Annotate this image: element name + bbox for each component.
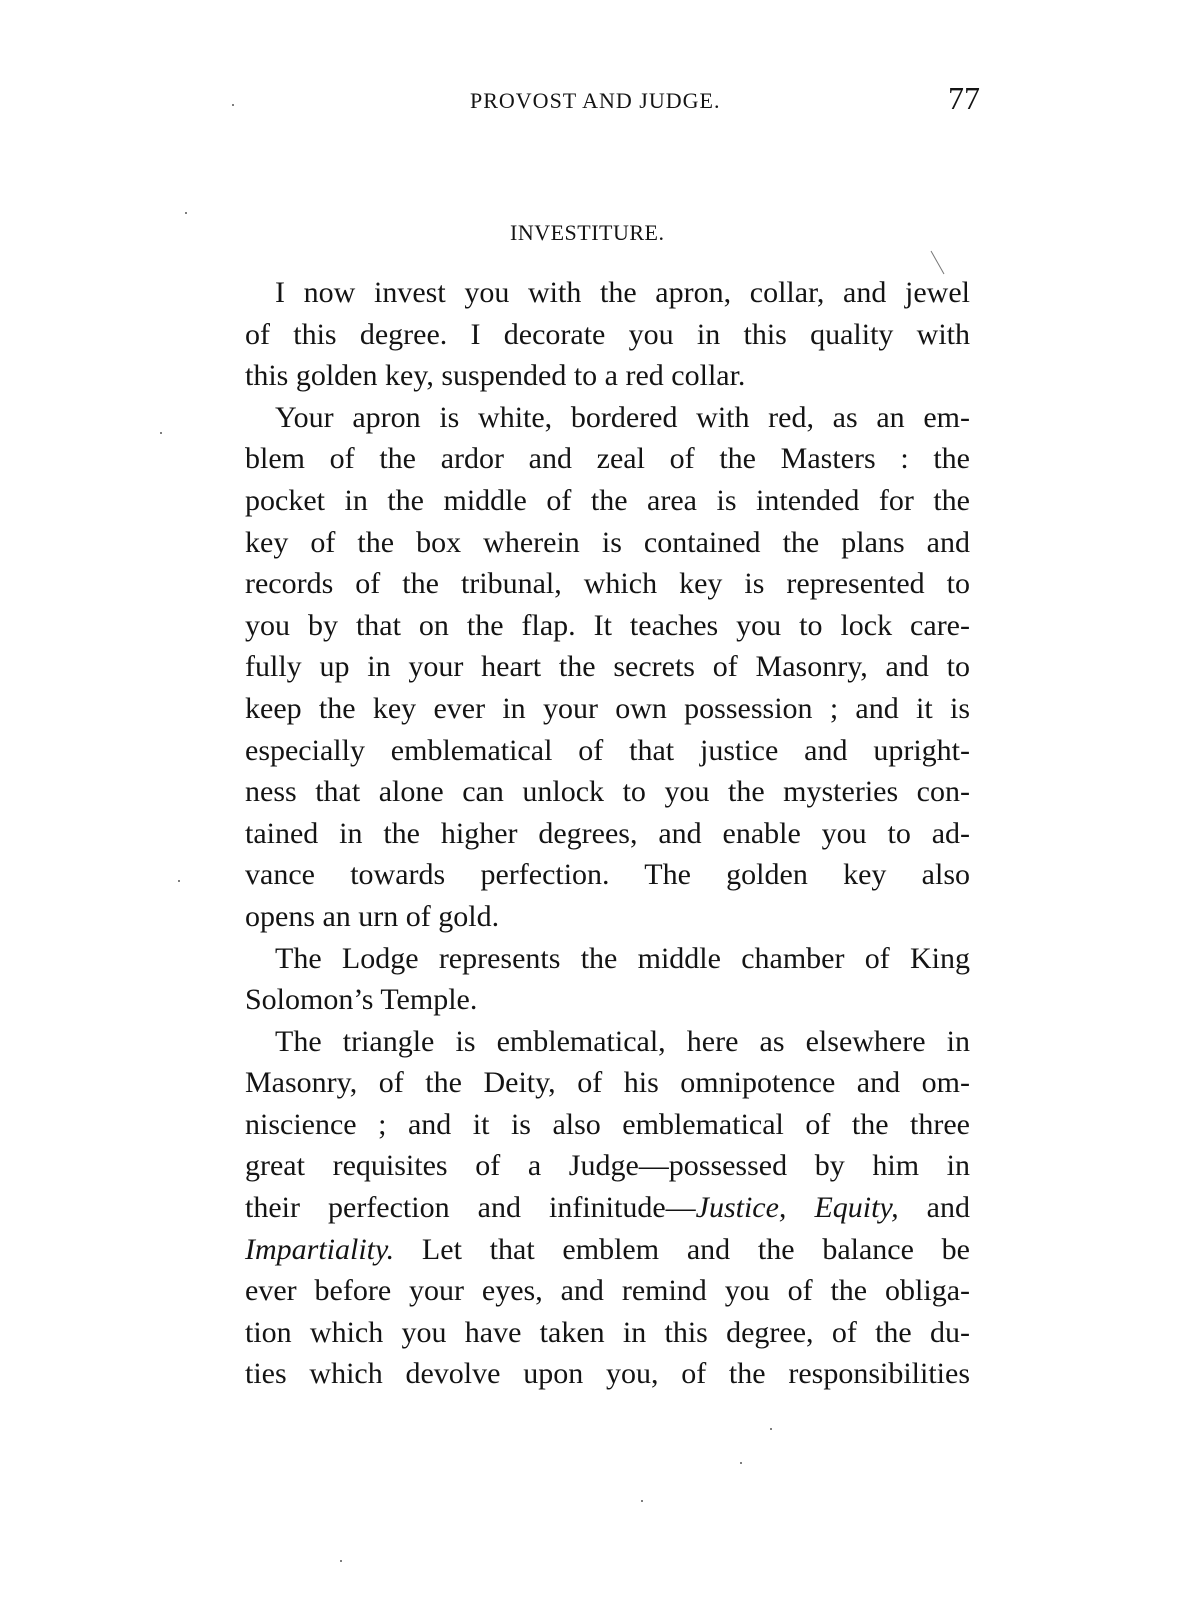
text-line xyxy=(245,563,970,605)
print-speck xyxy=(178,880,180,882)
line-text: blem of the ardor and zeal of the Masters : the xyxy=(245,442,970,476)
print-speck xyxy=(232,104,234,106)
print-speck xyxy=(740,1462,742,1464)
line-text: The triangle is emblematical, here as elsewhere in xyxy=(275,1024,970,1058)
text-line xyxy=(245,605,970,647)
line-text: ness that alone can unlock to you the mysteries con- xyxy=(245,775,970,809)
text-line xyxy=(245,1187,970,1229)
line-text: Masonry, of the Deity, of his omnipotence and om- xyxy=(245,1066,970,1100)
line-text: fully up in your heart the secrets of Masonry, and to xyxy=(245,650,970,684)
line-text: keep the key ever in your own possession ; and it is xyxy=(245,691,970,725)
line-text: ever before your eyes, and remind you of the obliga- xyxy=(245,1274,970,1308)
line-text: records of the tribunal, which key is represented to xyxy=(245,567,970,601)
text-line xyxy=(245,854,970,896)
line-text: niscience ; and it is also emblematical of the three xyxy=(245,1107,970,1141)
line-text: tion which you have taken in this degree, of the du- xyxy=(245,1315,970,1349)
running-head: PROVOST AND JUDGE. xyxy=(470,88,721,113)
text-line xyxy=(245,1021,970,1063)
text-line xyxy=(245,522,970,564)
text-line xyxy=(245,688,970,730)
body-text xyxy=(245,272,970,1395)
text-line xyxy=(245,896,970,938)
line-text: Solomon’s Temple. xyxy=(245,983,478,1017)
text-line xyxy=(245,730,970,772)
text-line xyxy=(245,355,970,397)
text-line xyxy=(245,397,970,439)
text-line xyxy=(245,314,970,356)
print-speck xyxy=(770,1428,772,1430)
print-speck xyxy=(641,1500,643,1502)
line-text: The Lodge represents the middle chamber of King xyxy=(275,941,970,975)
text-line xyxy=(245,1062,970,1104)
line-text: ties which devolve upon you, of the responsibilities xyxy=(245,1357,970,1391)
line-text: this golden key, suspended to a red collar. xyxy=(245,359,746,393)
line-text: especially emblematical of that justice and upright- xyxy=(245,733,970,767)
italic-term: Impartiality. xyxy=(245,1232,395,1266)
text-line xyxy=(245,979,970,1021)
text-line xyxy=(245,1145,970,1187)
text-line xyxy=(245,1312,970,1354)
text-line xyxy=(245,438,970,480)
italic-term: Justice, Equity, xyxy=(695,1191,899,1225)
line-text: vance towards perfection. The golden key also xyxy=(245,858,970,892)
text-line xyxy=(245,1229,970,1271)
text-line xyxy=(245,1270,970,1312)
text-line xyxy=(245,1353,970,1395)
print-speck xyxy=(160,432,162,434)
text-line xyxy=(245,813,970,855)
line-text: key of the box wherein is contained the plans and xyxy=(245,525,970,559)
text-line xyxy=(245,646,970,688)
line-text: Your apron is white, bordered with red, as an em- xyxy=(275,400,970,434)
print-speck xyxy=(340,1560,342,1562)
text-line xyxy=(245,938,970,980)
line-text: you by that on the flap. It teaches you to lock care- xyxy=(245,608,970,642)
line-text: pocket in the middle of the area is intended for the xyxy=(245,483,970,517)
text-line xyxy=(245,480,970,522)
line-text: of this degree. I decorate you in this quality with xyxy=(245,317,970,351)
text-line xyxy=(245,771,970,813)
text-line xyxy=(245,272,970,314)
line-text: their perfection and infinitude— xyxy=(245,1191,696,1225)
line-text-tail: and xyxy=(898,1191,970,1225)
print-speck xyxy=(185,212,187,214)
line-text: opens an urn of gold. xyxy=(245,899,500,933)
line-text: Let that emblem and the balance be xyxy=(394,1232,970,1266)
text-lines xyxy=(245,272,970,1395)
line-text: I now invest you with the apron, collar, and jewel xyxy=(275,276,970,309)
text-line xyxy=(245,1104,970,1146)
section-heading: INVESTITURE. xyxy=(510,220,665,245)
line-text: tained in the higher degrees, and enable you to ad- xyxy=(245,816,970,850)
line-text: great requisites of a Judge—possessed by him in xyxy=(245,1149,970,1183)
page-number: 77 xyxy=(948,80,980,116)
